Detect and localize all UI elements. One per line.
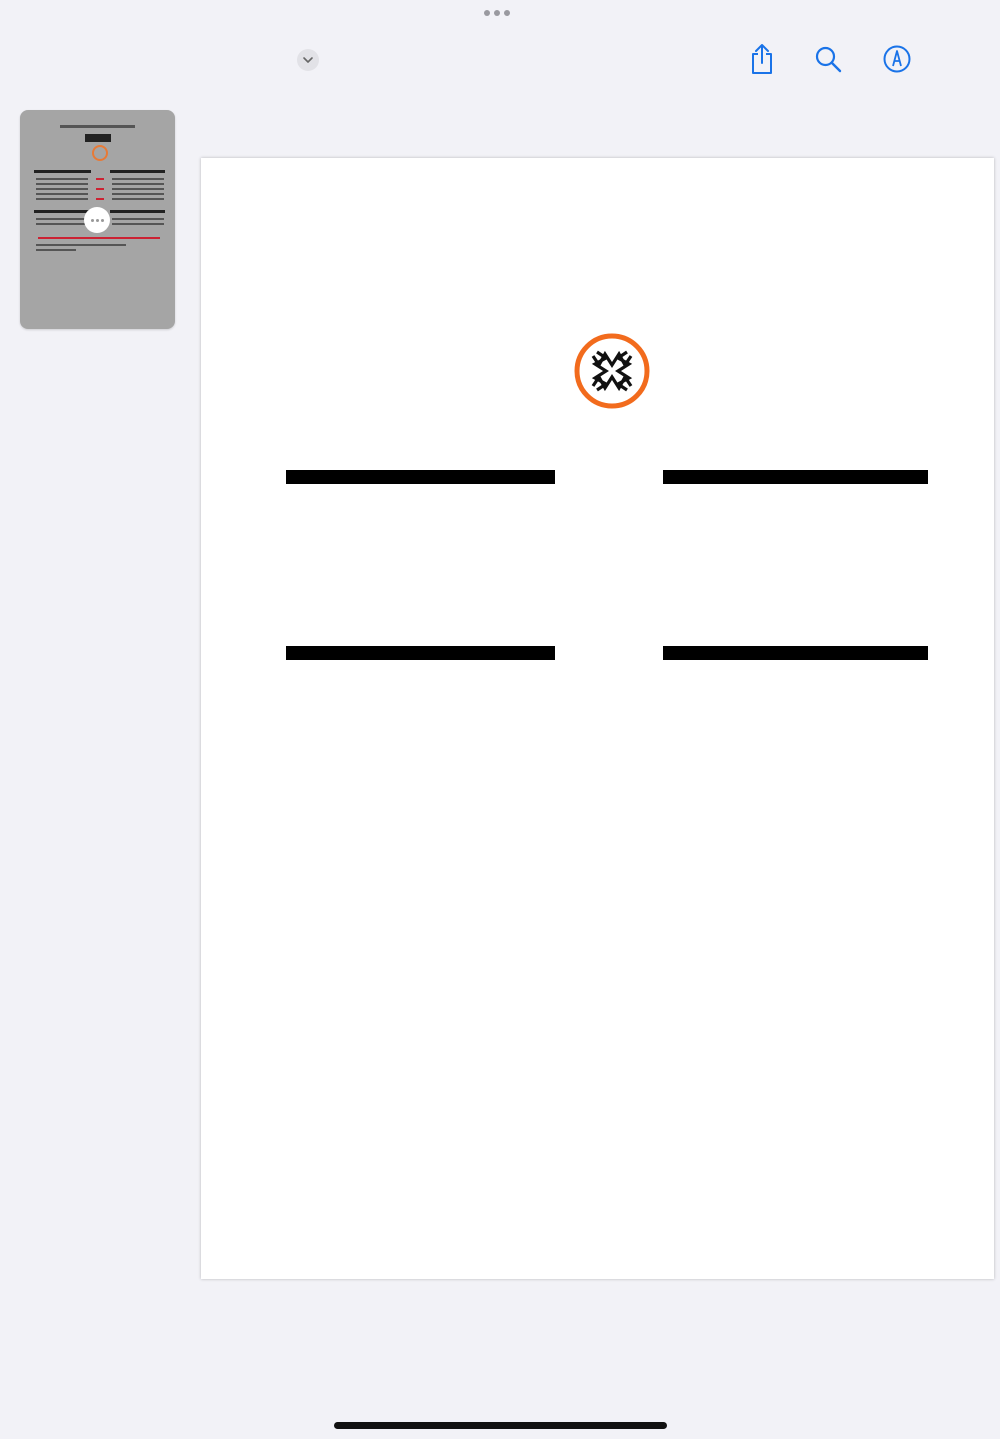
thumbnail-line	[36, 244, 126, 246]
thumbnail-line	[112, 193, 164, 195]
chevron-down-icon[interactable]	[297, 49, 319, 71]
thumbnail-time	[96, 188, 104, 190]
thumbnail-line	[36, 223, 88, 225]
multitask-handle[interactable]	[484, 10, 510, 16]
thumbnail-line	[112, 218, 164, 220]
thumbnail-line	[36, 183, 88, 185]
thumbnail-line	[112, 223, 164, 225]
thumbnail-band	[110, 210, 165, 213]
thumbnail-line	[36, 249, 76, 251]
thumbnail-line	[36, 193, 88, 195]
thumbnail-line	[36, 178, 88, 180]
top-toolbar	[0, 38, 1000, 82]
briefing-band	[663, 646, 928, 660]
page-thumbnail[interactable]	[20, 110, 175, 329]
briefing-band	[663, 470, 928, 484]
thumbnail-band	[34, 170, 91, 173]
share-icon[interactable]	[745, 42, 779, 76]
thumbnail-line	[36, 198, 88, 200]
thumbnail-title-line	[60, 125, 135, 128]
thumbnail-more-button[interactable]	[84, 207, 110, 233]
thumbnail-time	[96, 198, 104, 200]
briefing-band	[286, 470, 555, 484]
thumbnail-line	[112, 183, 164, 185]
thumbnail-band	[110, 170, 165, 173]
thumbnail-line	[112, 178, 164, 180]
thumbnail-line	[36, 188, 88, 190]
pdf-page	[201, 158, 994, 1279]
thumbnail-line	[112, 198, 164, 200]
search-icon[interactable]	[811, 42, 845, 76]
malbas-logo-icon	[573, 332, 651, 410]
thumbnail-logo-mark	[92, 145, 108, 161]
briefing-band	[286, 646, 555, 660]
thumbnail-logo	[85, 134, 111, 142]
markup-icon[interactable]	[880, 42, 914, 76]
thumbnail-line	[36, 218, 88, 220]
thumbnail-notice	[38, 237, 160, 239]
thumbnail-time	[96, 178, 104, 180]
home-indicator[interactable]	[334, 1422, 667, 1429]
thumbnail-band	[34, 210, 91, 213]
thumbnail-line	[112, 188, 164, 190]
